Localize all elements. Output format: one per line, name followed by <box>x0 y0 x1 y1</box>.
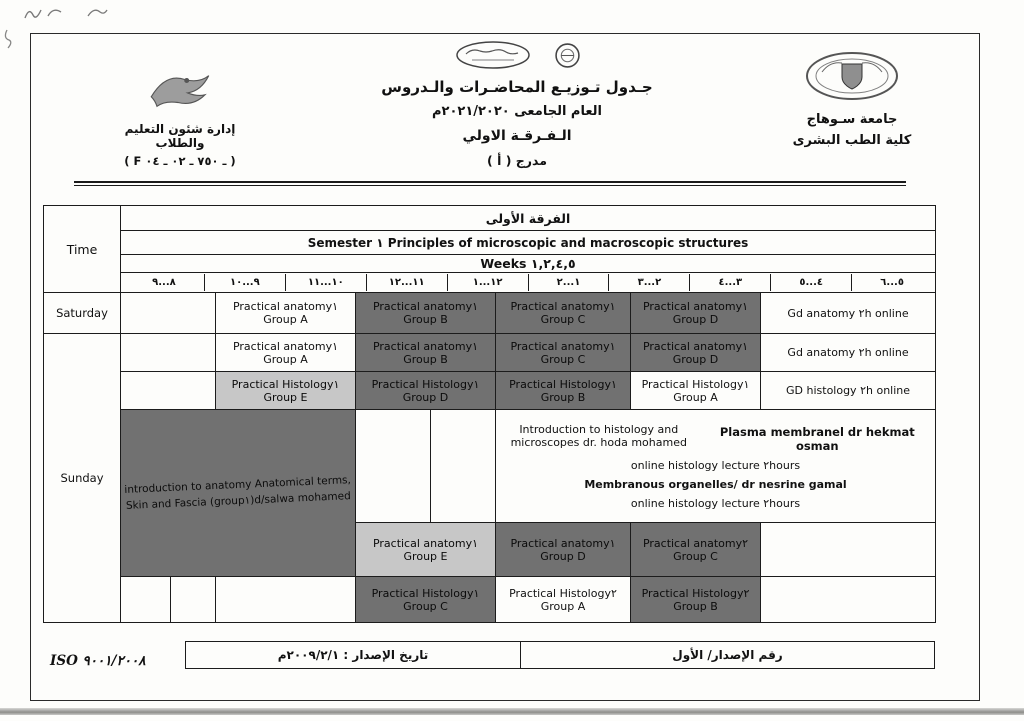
administration-name: إدارة شئون التعليم والطلاب <box>124 122 236 150</box>
cell-sun-histology-group-c: Practical Histology١ Group C <box>356 577 496 623</box>
cell-sun-anatomy-group-a: Practical anatomy١ Group A <box>216 334 356 372</box>
weeks-title-cell: Weeks ١,٢,٤,٥ <box>121 255 936 273</box>
time-slots-row <box>121 273 936 293</box>
cell-sun-histology-group-d: Practical Histology١ Group D <box>356 372 496 410</box>
group-title-cell: الفرقة الأولى <box>121 206 936 231</box>
time-slot: ٨...٩ <box>152 277 176 288</box>
university-name: جامعة سـوهاج <box>806 112 898 127</box>
cell-sun-anatomy2-group-d: Practical anatomy١ Group D <box>496 523 631 577</box>
scan-page-edge <box>0 708 1024 715</box>
cell-sat-anatomy-group-b: Practical anatomy١ Group B <box>356 293 496 334</box>
cell-sun-anatomy-group-b: Practical anatomy١ Group B <box>356 334 496 372</box>
schedule-title: جـدول تـوزيـع المحاضـرات والـدروس <box>381 78 653 96</box>
faculty-name: كلية الطب البشرى <box>792 133 912 148</box>
administration-eagle-logo <box>141 68 219 114</box>
university-header-block <box>782 50 922 148</box>
day-sunday: Sunday <box>44 334 121 623</box>
cell-sat-anatomy-group-a: Practical anatomy١ Group A <box>216 293 356 334</box>
ministry-oval-logo <box>454 40 532 70</box>
time-slot: ٩...١٠ <box>204 274 285 291</box>
semester-title-cell: Semester ١ Principles of microscopic and macroscopic structures <box>121 231 936 255</box>
lecture-online-histology-1: online histology lecture ٢hours <box>630 458 801 472</box>
time-slot: ٥...٦ <box>851 274 932 291</box>
university-emblem-logo <box>800 50 904 102</box>
lecture-membranous-organelles: Membranous organelles/ dr nesrine gamal <box>584 477 847 491</box>
timetable <box>43 205 936 623</box>
cell-sun-gd-anatomy-online: Gd anatomy ٢h online <box>761 334 936 372</box>
cell-sun-anatomy2-group-c: Practical anatomy٢ Group C <box>631 523 761 577</box>
empty-cell <box>121 334 216 372</box>
cell-sun-histology2-group-a: Practical Histology٢ Group A <box>496 577 631 623</box>
form-code: ( F ـ ٧٥٠ ـ ٠٢ ـ ٠٤ ) <box>124 154 236 168</box>
lecture-histology-intro: Introduction to histology and microscopes dr. hoda mohamed <box>510 422 687 449</box>
cell-sun-anatomy-group-c: Practical anatomy١ Group C <box>496 334 631 372</box>
cell-sun-histology-group-b: Practical Histology١ Group B <box>496 372 631 410</box>
cell-sat-gd-anatomy-online: Gd anatomy ٢h online <box>761 293 936 334</box>
cell-sun-histology-group-e: Practical Histology١ Group E <box>216 372 356 410</box>
grade-title: الـفـرقـة الاولي <box>462 128 572 144</box>
round-seal-logo <box>554 42 581 69</box>
time-slot: ١...٢ <box>528 274 609 291</box>
time-header-cell: Time <box>44 206 121 293</box>
empty-cell <box>121 577 171 623</box>
empty-cell <box>121 372 216 410</box>
time-slot: ١١...١٢ <box>366 274 447 291</box>
lecture-plasma-membrane: Plasma membranel dr hekmat osman <box>719 424 915 453</box>
empty-cell <box>171 577 216 623</box>
header-divider-line <box>74 181 906 186</box>
lecture-hall: مدرج ( أ ) <box>487 153 547 168</box>
pen-mark <box>2 28 14 50</box>
cell-sun-histology-group-a: Practical Histology١ Group A <box>631 372 761 410</box>
empty-cell <box>356 410 431 523</box>
cell-online-lectures-area <box>496 410 936 523</box>
cell-sun-histology2-group-b: Practical Histology٢ Group B <box>631 577 761 623</box>
time-slot: ١٢...١ <box>447 274 528 291</box>
cell-sat-anatomy-group-d: Practical anatomy١ Group D <box>631 293 761 334</box>
document-title-block <box>352 40 682 168</box>
issue-info-strip <box>185 641 935 669</box>
issue-date-cell: تاريخ الإصدار : ٢٠٠٩/٢/١م <box>186 642 521 669</box>
cell-sun-gd-histology-online: GD histology ٢h online <box>761 372 936 410</box>
day-saturday: Saturday <box>44 293 121 334</box>
academic-year: العام الجامعى ٢٠٢١/٢٠٢٠م <box>431 104 603 119</box>
cell-sat-anatomy-group-c: Practical anatomy١ Group C <box>496 293 631 334</box>
cell-sun-anatomy-group-d: Practical anatomy١ Group D <box>631 334 761 372</box>
pen-mark <box>22 4 66 24</box>
time-slot: ٤...٥ <box>770 274 851 291</box>
cell-intro-anatomy-lecture: introduction to anatomy Anatomical terms, Skin and Fascia (group١)d/salwa mohamed <box>121 410 356 577</box>
empty-cell <box>761 577 936 623</box>
time-slot: ٢...٣ <box>608 274 689 291</box>
empty-cell <box>216 577 356 623</box>
empty-cell <box>121 293 216 334</box>
administration-header-block <box>100 68 260 168</box>
empty-cell <box>761 523 936 577</box>
time-slot: ٣...٤ <box>689 274 770 291</box>
cell-sun-anatomy-group-e: Practical anatomy١ Group E <box>356 523 496 577</box>
empty-cell <box>431 410 496 523</box>
lecture-online-histology-2: online histology lecture ٢hours <box>630 496 801 510</box>
time-slot: ١٠...١١ <box>285 274 366 291</box>
iso-certification-label: ISO ٩٠٠١/٢٠٠٨ <box>50 653 146 669</box>
pen-mark <box>86 6 108 20</box>
issue-number-cell: رقم الإصدار/ الأول <box>521 642 935 669</box>
